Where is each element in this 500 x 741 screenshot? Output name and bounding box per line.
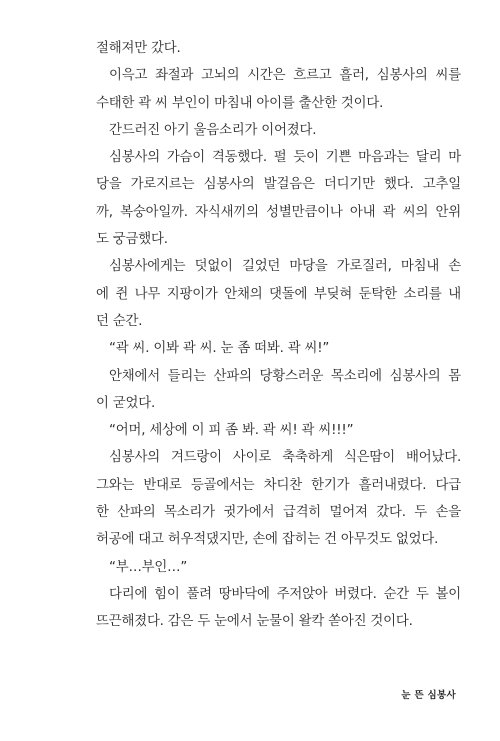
body-text	[96, 35, 461, 636]
running-footer-title: 눈 뜬 심봉사	[401, 690, 456, 701]
text-line: “어머, 세상에 이 피 좀 봐. 곽 씨! 곽 씨!!!”	[109, 423, 354, 439]
text-line: 도 궁금했다.	[96, 232, 168, 248]
text-line: 당을 가로지르는 심봉사의 발걸음은 더디기만 했다. 고추일	[96, 177, 461, 193]
text-line: 던 순간.	[96, 313, 143, 329]
text-line: “곽 씨. 이봐 곽 씨. 눈 좀 떠봐. 곽 씨!”	[109, 341, 330, 357]
text-line: 이윽고 좌절과 고뇌의 시간은 흐르고 흘러, 심봉사의 씨를	[109, 68, 461, 84]
text-line: 안채에서 들리는 산파의 당황스러운 목소리에 심봉사의 몸	[109, 368, 461, 384]
text-line: 까, 복숭아일까. 자식새끼의 성별만큼이나 아내 곽 씨의 안위	[96, 204, 461, 220]
text-line: 수태한 곽 씨 부인이 마침내 아이를 출산한 것이다.	[96, 95, 384, 111]
text-line: 한 산파의 목소리가 귓가에서 급격히 멀어져 갔다. 두 손을	[96, 505, 461, 521]
text-line: 간드러진 아기 울음소리가 이어졌다.	[109, 122, 317, 138]
text-line: 심봉사에게는 덧없이 길었던 마당을 가로질러, 마침내 손	[109, 259, 461, 275]
text-line: 그와는 반대로 등골에서는 차디찬 한기가 흘러내렸다. 다급	[96, 477, 461, 493]
text-line: 다리에 힘이 풀려 땅바닥에 주저앉아 버렸다. 순간 두 볼이	[109, 586, 461, 602]
text-line: 뜨끈해졌다. 감은 두 눈에서 눈물이 왈칵 쏟아진 것이다.	[96, 614, 413, 630]
text-line: 허공에 대고 허우적댔지만, 손에 잡히는 건 아무것도 없었다.	[96, 532, 439, 548]
text-line: “부…부인…”	[109, 559, 188, 575]
text-line: 절해져만 갔다.	[96, 41, 181, 56]
text-line: 심봉사의 가슴이 격동했다. 펄 듯이 기쁜 마음과는 달리 마	[109, 150, 461, 166]
text-line: 심봉사의 겨드랑이 사이로 축축하게 식은땀이 배어났다.	[109, 450, 461, 466]
text-line: 에 쥔 나무 지팡이가 안채의 댓돌에 부딪혀 둔탁한 소리를 내	[96, 286, 461, 302]
text-line: 이 굳었다.	[96, 395, 156, 411]
